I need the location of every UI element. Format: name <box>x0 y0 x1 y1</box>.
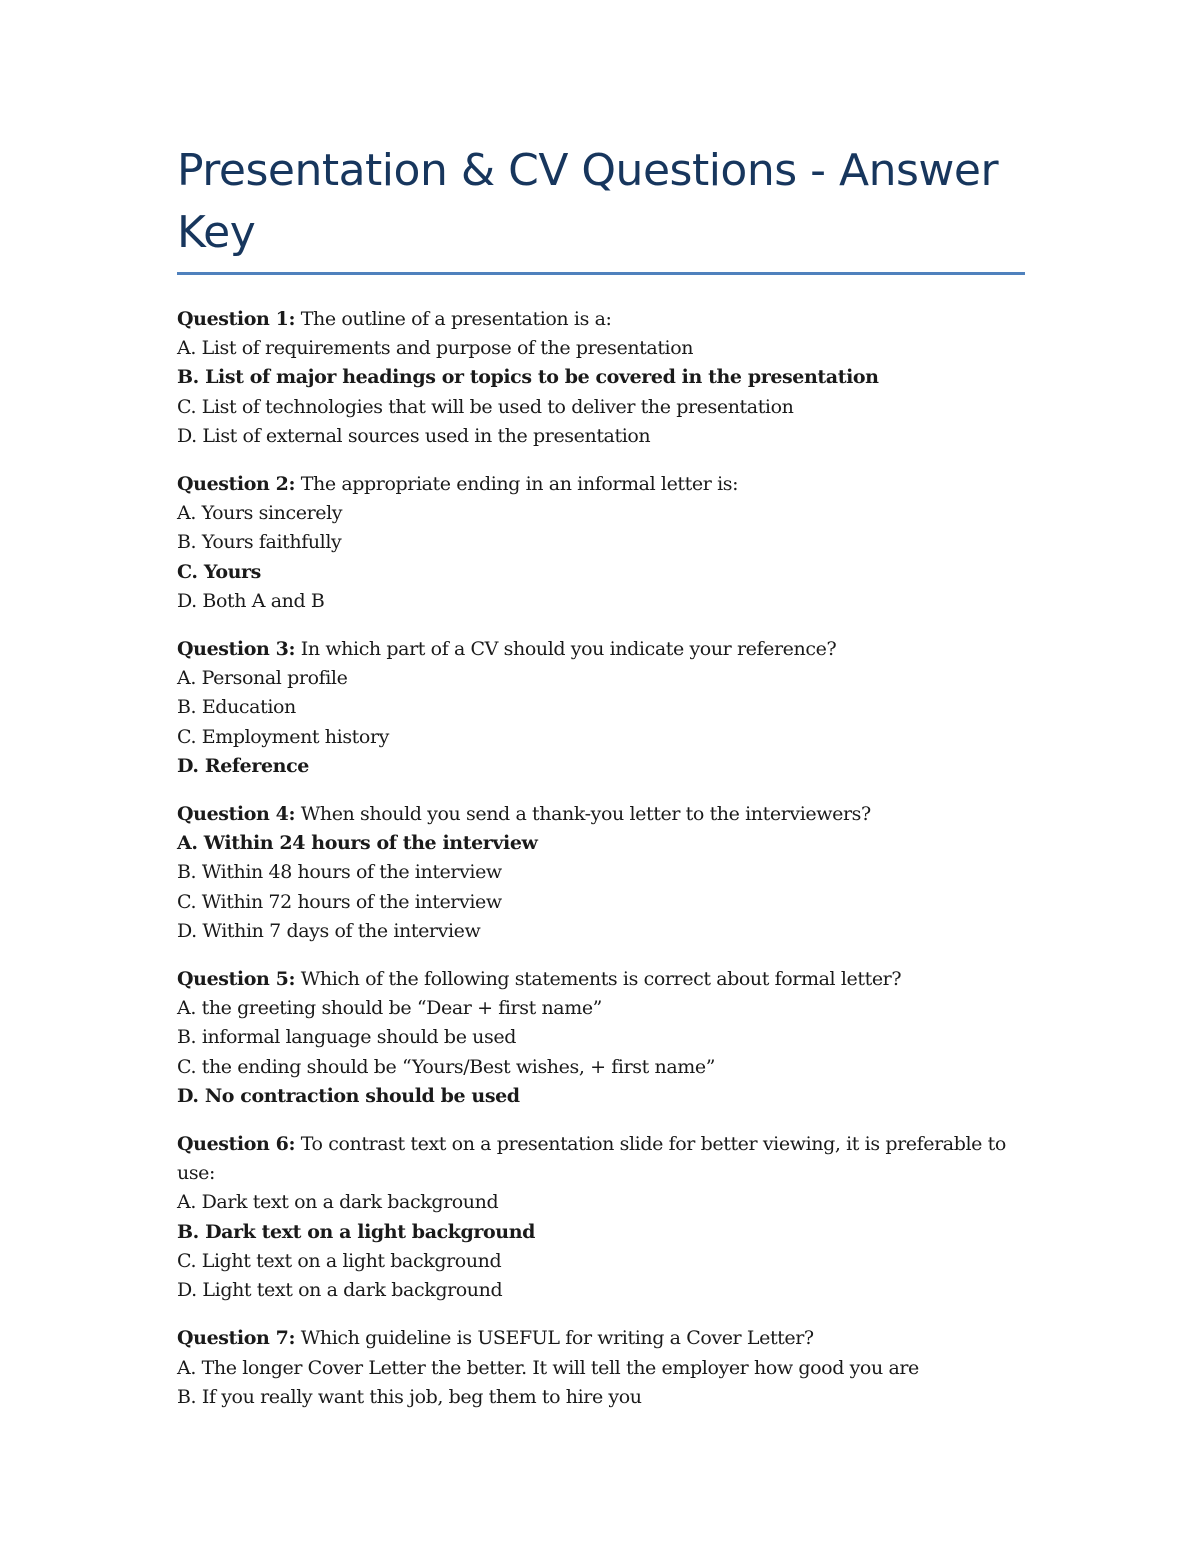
question-block <box>177 635 1025 781</box>
question-stem <box>177 305 1025 334</box>
question-text: Which guideline is USEFUL for writing a Cover Letter? <box>295 1327 814 1350</box>
question-number: Question 6: <box>177 1133 296 1156</box>
answer-option-correct: D. Reference <box>177 754 309 777</box>
answer-option-correct: C. Yours <box>177 560 261 583</box>
question-stem <box>177 635 1025 664</box>
answer-option: A. Yours sincerely <box>177 502 343 525</box>
answer-option: D. List of external sources used in the presentation <box>177 424 651 447</box>
question-block <box>177 305 1025 451</box>
answer-option: B. If you really want this job, beg them to hire you <box>177 1385 642 1408</box>
question-stem <box>177 965 1025 994</box>
answer-option: C. List of technologies that will be used to deliver the presentation <box>177 395 794 418</box>
question-text: When should you send a thank-you letter to the interviewers? <box>295 803 871 826</box>
answer-option: D. Within 7 days of the interview <box>177 919 481 942</box>
question-text: To contrast text on a presentation slide for better viewing, it is preferable to use: <box>177 1133 1006 1185</box>
question-number: Question 4: <box>177 803 296 826</box>
question-number: Question 7: <box>177 1327 296 1350</box>
answer-option: D. Both A and B <box>177 589 325 612</box>
answer-option-correct: B. List of major headings or topics to be covered in the presentation <box>177 366 879 389</box>
title-divider <box>177 272 1025 275</box>
answer-option-correct: A. Within 24 hours of the interview <box>177 832 538 855</box>
answer-option: A. The longer Cover Letter the better. It will tell the employer how good you are <box>177 1356 919 1379</box>
answer-option: B. informal language should be used <box>177 1026 516 1049</box>
answer-option-correct: D. No contraction should be used <box>177 1084 520 1107</box>
question-stem <box>177 470 1025 499</box>
question-block <box>177 800 1025 946</box>
question-number: Question 1: <box>177 308 296 330</box>
question-text: The outline of a presentation is a: <box>295 308 612 330</box>
question-text: In which part of a CV should you indicate your reference? <box>295 638 837 661</box>
question-block <box>177 965 1025 1111</box>
question-number: Question 2: <box>177 473 296 496</box>
answer-option: B. Yours faithfully <box>177 531 342 554</box>
answer-option: B. Within 48 hours of the interview <box>177 861 502 884</box>
answer-option-correct: B. Dark text on a light background <box>177 1220 536 1243</box>
question-stem <box>177 1324 1025 1353</box>
page-title: Presentation & CV Questions - Answer Key <box>177 145 999 258</box>
question-block <box>177 470 1025 616</box>
answer-option: C. Employment history <box>177 725 389 748</box>
question-number: Question 3: <box>177 638 296 661</box>
answer-option: A. List of requirements and purpose of the presentation <box>177 337 694 360</box>
document-page <box>177 140 1025 1431</box>
answer-option: C. Within 72 hours of the interview <box>177 890 502 913</box>
answer-option: C. the ending should be “Yours/Best wishes, + first name” <box>177 1055 716 1078</box>
question-text: The appropriate ending in an informal letter is: <box>295 473 739 496</box>
question-stem <box>177 1130 1025 1188</box>
answer-option: A. the greeting should be “Dear + first name” <box>177 997 602 1020</box>
question-number: Question 5: <box>177 968 296 991</box>
answer-option: D. Light text on a dark background <box>177 1279 503 1302</box>
question-stem <box>177 800 1025 829</box>
answer-option: C. Light text on a light background <box>177 1249 502 1272</box>
question-text: Which of the following statements is correct about formal letter? <box>295 968 902 991</box>
question-block <box>177 1130 1025 1305</box>
question-list <box>177 305 1025 1412</box>
answer-option: B. Education <box>177 696 296 719</box>
answer-option: A. Personal profile <box>177 667 348 690</box>
question-block <box>177 1324 1025 1412</box>
answer-option: A. Dark text on a dark background <box>177 1191 499 1214</box>
